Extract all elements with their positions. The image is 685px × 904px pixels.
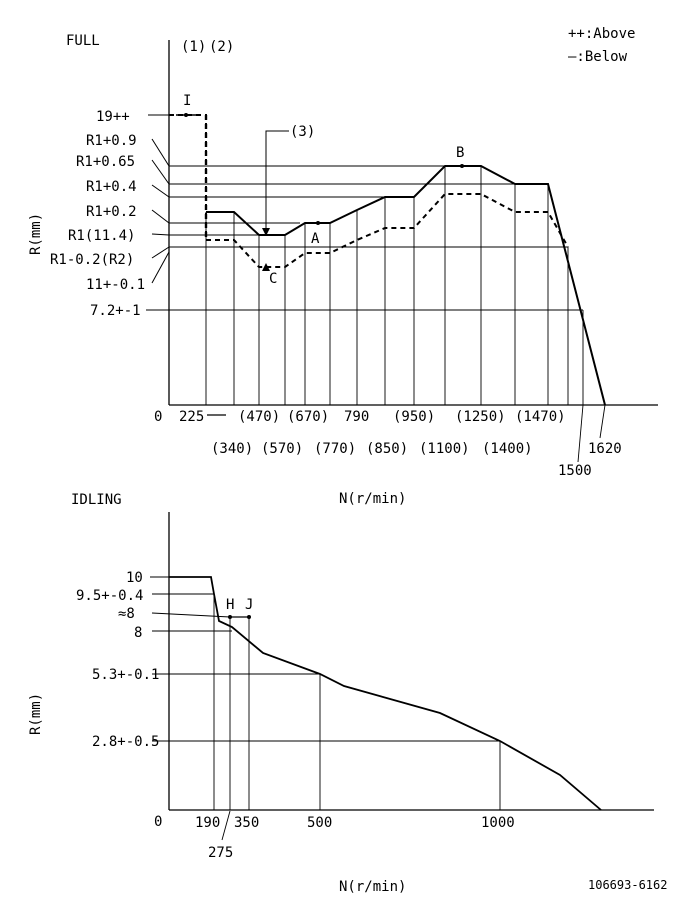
full-y-label: R(mm) (28, 212, 44, 255)
full-ytick-11: 11+-0.1 (86, 277, 146, 293)
full-xtick-340: (340) (211, 441, 254, 457)
idling-ytick-9.5: 9.5+-0.4 (76, 588, 144, 604)
full-ytick-r1-0.2-r2: R1-0.2(R2) (50, 252, 135, 268)
marker-b (460, 164, 464, 168)
full-annotation-3: (3) (290, 124, 316, 140)
full-xtick-670: (670) (287, 409, 330, 425)
full-leader-1620 (600, 405, 605, 438)
full-xtick-850: (850) (366, 441, 409, 457)
full-chart (28, 33, 658, 507)
full-top-label-2: (2) (209, 39, 235, 55)
idling-xtick-350: 350 (234, 815, 260, 831)
document-id: 106693-6162 (588, 878, 668, 892)
point-label-j: J (245, 597, 254, 613)
marker-i (184, 113, 188, 117)
idling-xtick-275: 275 (208, 845, 234, 861)
full-xtick-1100: (1100) (419, 441, 470, 457)
full-xtick-1250: (1250) (455, 409, 506, 425)
idling-xtick-1000: 1000 (481, 815, 515, 831)
full-xtick-1400: (1400) (482, 441, 533, 457)
idling-xtick-500: 500 (307, 815, 333, 831)
full-leader-1500 (578, 405, 583, 462)
point-label-b: B (456, 145, 465, 161)
idling-reference-lines (150, 577, 500, 810)
full-xtick-1500: 1500 (558, 463, 592, 479)
idling-chart (28, 492, 654, 895)
full-top-label-1: (1) (181, 39, 207, 55)
full-ytick-r1-0.9: R1+0.9 (86, 133, 137, 149)
full-zero-label: 0 (154, 409, 163, 425)
full-ytick-r1-11.4: R1(11.4) (68, 228, 136, 244)
full-xtick-470: (470) (238, 409, 281, 425)
idling-y-label: R(mm) (28, 692, 44, 735)
full-x-label: N(r/min) (339, 491, 407, 507)
idling-ytick-10: 10 (126, 570, 143, 586)
full-xtick-950: (950) (393, 409, 436, 425)
full-xtick-1470: (1470) (515, 409, 566, 425)
full-xtick-790: 790 (344, 409, 370, 425)
full-ytick-19: 19++ (96, 109, 130, 125)
full-ytick-r1-0.4: R1+0.4 (86, 179, 137, 195)
marker-h (228, 615, 232, 619)
idling-x-label: N(r/min) (339, 879, 407, 895)
full-dashed-curve (169, 115, 568, 267)
full-ytick-7.2: 7.2+-1 (90, 303, 141, 319)
point-label-h: H (226, 597, 235, 613)
point-label-i: I (183, 93, 192, 109)
point-label-c: C (269, 271, 278, 287)
full-title: FULL (66, 33, 100, 49)
point-label-a: A (311, 231, 320, 247)
legend-below: —:Below (568, 49, 628, 65)
marker-j (247, 615, 251, 619)
full-y-leaders (146, 115, 169, 310)
idling-ytick-5.3: 5.3+-0.1 (92, 667, 160, 683)
full-xtick-770: (770) (314, 441, 357, 457)
annotation-3-arrow (266, 131, 289, 232)
full-ytick-r1-0.2: R1+0.2 (86, 204, 137, 220)
full-xtick-225: 225 (179, 409, 205, 425)
full-vertical-ticks (206, 166, 583, 405)
full-xtick-570: (570) (261, 441, 304, 457)
idling-ytick-approx8: ≈8 (118, 606, 135, 622)
idling-zero-label: 0 (154, 814, 163, 830)
idling-title: IDLING (71, 492, 122, 508)
idling-leader-275 (222, 811, 230, 840)
idling-ytick-8: 8 (134, 625, 143, 641)
idling-ytick-2.8: 2.8+-0.5 (92, 734, 160, 750)
full-ytick-r1-0.65: R1+0.65 (76, 154, 136, 170)
legend-above: ++:Above (568, 26, 636, 42)
full-reference-lines (169, 166, 583, 310)
idling-xtick-190: 190 (195, 815, 221, 831)
marker-a (316, 221, 320, 225)
full-xtick-1620: 1620 (588, 441, 622, 457)
